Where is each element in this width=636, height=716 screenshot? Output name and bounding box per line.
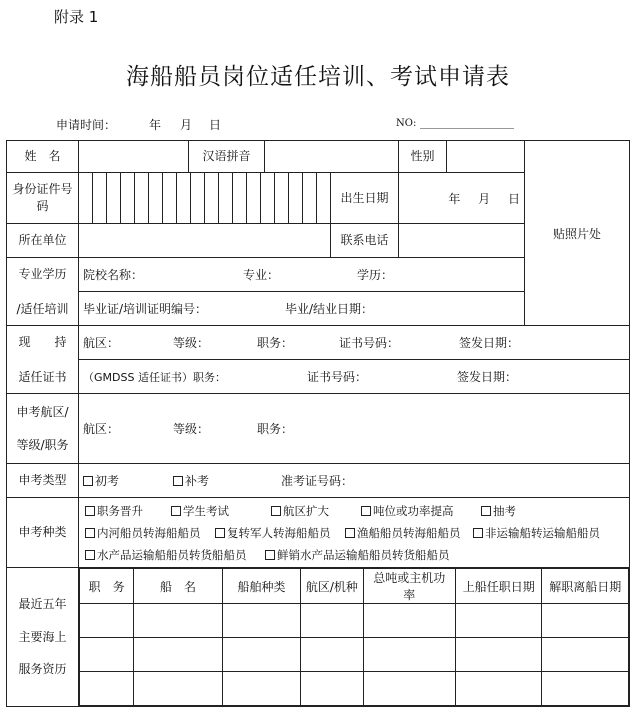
service-history-table <box>79 568 629 706</box>
id-digit-cell[interactable] <box>219 173 233 223</box>
checkbox-icon[interactable] <box>173 476 183 486</box>
pinyin-field[interactable] <box>265 141 399 173</box>
id-digit-cell[interactable] <box>177 173 191 223</box>
current-cert-row[interactable] <box>79 326 630 360</box>
checkbox-icon[interactable] <box>171 506 181 516</box>
ticket-no-label: 准考证号码： <box>281 474 354 488</box>
history-cell[interactable] <box>222 604 300 638</box>
checkbox-icon[interactable] <box>215 528 225 538</box>
history-column-header: 船 名 <box>134 569 222 604</box>
apply-area-label-line2: 等级/职务 <box>16 437 69 452</box>
cert-number-label: 证书号码： <box>339 336 400 350</box>
issue-date-label: 签发日期： <box>459 336 520 350</box>
major-label: 专业： <box>243 268 280 282</box>
apply-area-label <box>7 394 79 464</box>
history-column-header: 解职离船日期 <box>542 569 629 604</box>
checkbox-icon[interactable] <box>481 506 491 516</box>
history-label-line2: 主要海上 <box>18 629 67 644</box>
exam-kind-option[interactable]: 鲜销水产品运输船船员转货船船员 <box>265 544 450 566</box>
apply-area-field-label: 航区： <box>83 422 120 436</box>
photo-placeholder: 贴照片处 <box>525 141 630 326</box>
id-digit-cell[interactable] <box>79 173 93 223</box>
checkbox-icon[interactable] <box>361 506 371 516</box>
history-cell[interactable] <box>301 638 363 672</box>
checkbox-icon[interactable] <box>265 550 275 560</box>
no-label: NO: <box>396 118 417 129</box>
exam-kind-options <box>79 498 630 568</box>
unit-label: 所在单位 <box>7 224 79 258</box>
id-digit-cell[interactable] <box>289 173 303 223</box>
page-title: 海船船员岗位适任培训、考试申请表 <box>126 64 510 90</box>
history-column-header: 职 务 <box>80 569 134 604</box>
apply-time-label: 申请时间： <box>56 118 117 132</box>
history-cell[interactable] <box>80 638 134 672</box>
id-digit-cell[interactable] <box>191 173 205 223</box>
gender-label: 性别 <box>399 141 447 173</box>
history-cell[interactable] <box>134 672 222 706</box>
id-digit-cell[interactable] <box>121 173 135 223</box>
history-cell[interactable] <box>134 604 222 638</box>
service-history-label <box>7 568 79 707</box>
checkbox-icon[interactable] <box>271 506 281 516</box>
area-label: 航区： <box>83 336 120 350</box>
history-cell[interactable] <box>222 638 300 672</box>
current-cert-label-line2: 适任证书 <box>18 369 67 384</box>
id-digit-cell[interactable] <box>303 173 317 223</box>
history-row <box>80 604 629 638</box>
apply-year: 年 <box>149 118 162 132</box>
exam-type-row <box>79 464 630 498</box>
phone-label: 联系电话 <box>331 224 399 258</box>
apply-month: 月 <box>180 118 193 132</box>
exam-kind-option[interactable]: 航区扩大 <box>271 500 361 522</box>
degree-label: 学历： <box>357 268 394 282</box>
current-cert-label <box>7 326 79 394</box>
history-label-line3: 服务资历 <box>18 662 67 677</box>
phone-field[interactable] <box>399 224 525 258</box>
exam-kind-option[interactable]: 职务晋升 <box>85 500 171 522</box>
history-cell[interactable] <box>301 604 363 638</box>
education-label-line2: /适任培训 <box>16 301 69 316</box>
history-column-header: 航区/机种 <box>301 569 363 604</box>
history-cell[interactable] <box>542 604 629 638</box>
gender-field[interactable] <box>447 141 525 173</box>
checkbox-icon[interactable] <box>85 528 95 538</box>
id-digit-cell[interactable] <box>205 173 219 223</box>
exam-kind-label: 申考种类 <box>7 498 79 568</box>
gmdss-cert-row[interactable] <box>79 360 630 394</box>
history-cell[interactable] <box>80 604 134 638</box>
retake-exam-option[interactable]: 补考 <box>173 472 281 489</box>
gmdss-position-label: （GMDSS 适任证书）职务： <box>83 371 226 384</box>
apply-area-row[interactable] <box>79 394 630 464</box>
history-cell[interactable] <box>222 672 300 706</box>
apply-area-label-line1: 申考航区/ <box>16 404 69 419</box>
id-digit-cell[interactable] <box>135 173 149 223</box>
grade-label: 等级： <box>173 336 210 350</box>
history-column-header: 上船任职日期 <box>456 569 542 604</box>
gmdss-cert-number-label: 证书号码： <box>307 370 368 384</box>
id-digit-cell[interactable] <box>149 173 163 223</box>
id-digit-cell[interactable] <box>247 173 261 223</box>
history-column-header: 船舶种类 <box>222 569 300 604</box>
id-label: 身份证件号码 <box>7 173 79 224</box>
history-cell[interactable] <box>80 672 134 706</box>
appendix-label: 附录 1 <box>54 8 99 26</box>
checkbox-icon[interactable] <box>345 528 355 538</box>
history-cell[interactable] <box>456 672 542 706</box>
history-cell[interactable] <box>301 672 363 706</box>
history-cell[interactable] <box>542 638 629 672</box>
no-input-line[interactable] <box>420 128 514 129</box>
history-row <box>80 638 629 672</box>
history-row <box>80 672 629 706</box>
exam-kind-option[interactable]: 渔船船员转海船船员 <box>345 522 473 544</box>
id-digit-cell[interactable] <box>107 173 121 223</box>
education-label <box>7 258 79 326</box>
history-cell[interactable] <box>363 672 456 706</box>
education-label-line1: 专业学历 <box>18 266 67 281</box>
exam-kind-option[interactable]: 吨位或功率提高 <box>361 500 481 522</box>
name-label: 姓 名 <box>7 141 79 173</box>
birth-date-field[interactable]: 年 月 日 <box>399 173 525 224</box>
unit-field[interactable] <box>79 224 331 258</box>
name-field[interactable] <box>79 141 189 173</box>
id-digit-cell[interactable] <box>275 173 289 223</box>
history-cell[interactable] <box>456 604 542 638</box>
exam-kind-option[interactable]: 非运输船转运输船船员 <box>473 522 600 544</box>
exam-kind-option[interactable]: 水产品运输船船员转货船船员 <box>85 544 265 566</box>
id-digit-cell[interactable] <box>233 173 247 223</box>
birth-date-label: 出生日期 <box>331 173 399 224</box>
id-digit-cell[interactable] <box>261 173 275 223</box>
checkbox-icon[interactable] <box>85 506 95 516</box>
education-school-row[interactable] <box>79 258 525 292</box>
gmdss-issue-date-label: 签发日期： <box>457 370 518 384</box>
position-label: 职务： <box>257 336 294 350</box>
exam-type-label: 申考类型 <box>7 464 79 498</box>
history-cell[interactable] <box>363 604 456 638</box>
history-column-header: 总吨或主机功率 <box>363 569 456 604</box>
history-cell[interactable] <box>456 638 542 672</box>
id-digit-cell[interactable] <box>93 173 107 223</box>
exam-kind-option[interactable]: 学生考试 <box>171 500 271 522</box>
history-label-line1: 最近五年 <box>18 596 67 611</box>
id-digit-cell[interactable] <box>163 173 177 223</box>
exam-kind-option[interactable]: 复转军人转海船船员 <box>215 522 345 544</box>
application-form <box>6 140 630 707</box>
exam-kind-option[interactable]: 内河船员转海船船员 <box>85 522 215 544</box>
apply-grade-label: 等级： <box>173 422 210 436</box>
apply-day: 日 <box>209 118 222 132</box>
checkbox-icon[interactable] <box>83 476 93 486</box>
service-history-table-cell <box>79 568 630 707</box>
apply-position-label: 职务： <box>257 422 294 436</box>
checkbox-icon[interactable] <box>85 550 95 560</box>
id-digit-cell[interactable] <box>317 173 330 223</box>
history-cell[interactable] <box>542 672 629 706</box>
exam-kind-option[interactable]: 抽考 <box>481 500 516 522</box>
cert-no-label: 毕业证/培训证明编号： <box>83 302 208 316</box>
id-number-grid[interactable] <box>79 173 331 224</box>
initial-exam-option[interactable]: 初考 <box>83 472 173 489</box>
pinyin-label: 汉语拼音 <box>189 141 265 173</box>
checkbox-icon[interactable] <box>473 528 483 538</box>
grad-date-label: 毕业/结业日期： <box>285 302 374 316</box>
education-cert-row[interactable] <box>79 292 525 326</box>
history-cell[interactable] <box>363 638 456 672</box>
history-cell[interactable] <box>134 638 222 672</box>
school-label: 院校名称： <box>83 268 144 282</box>
current-cert-label-line1: 现 持 <box>18 334 67 349</box>
